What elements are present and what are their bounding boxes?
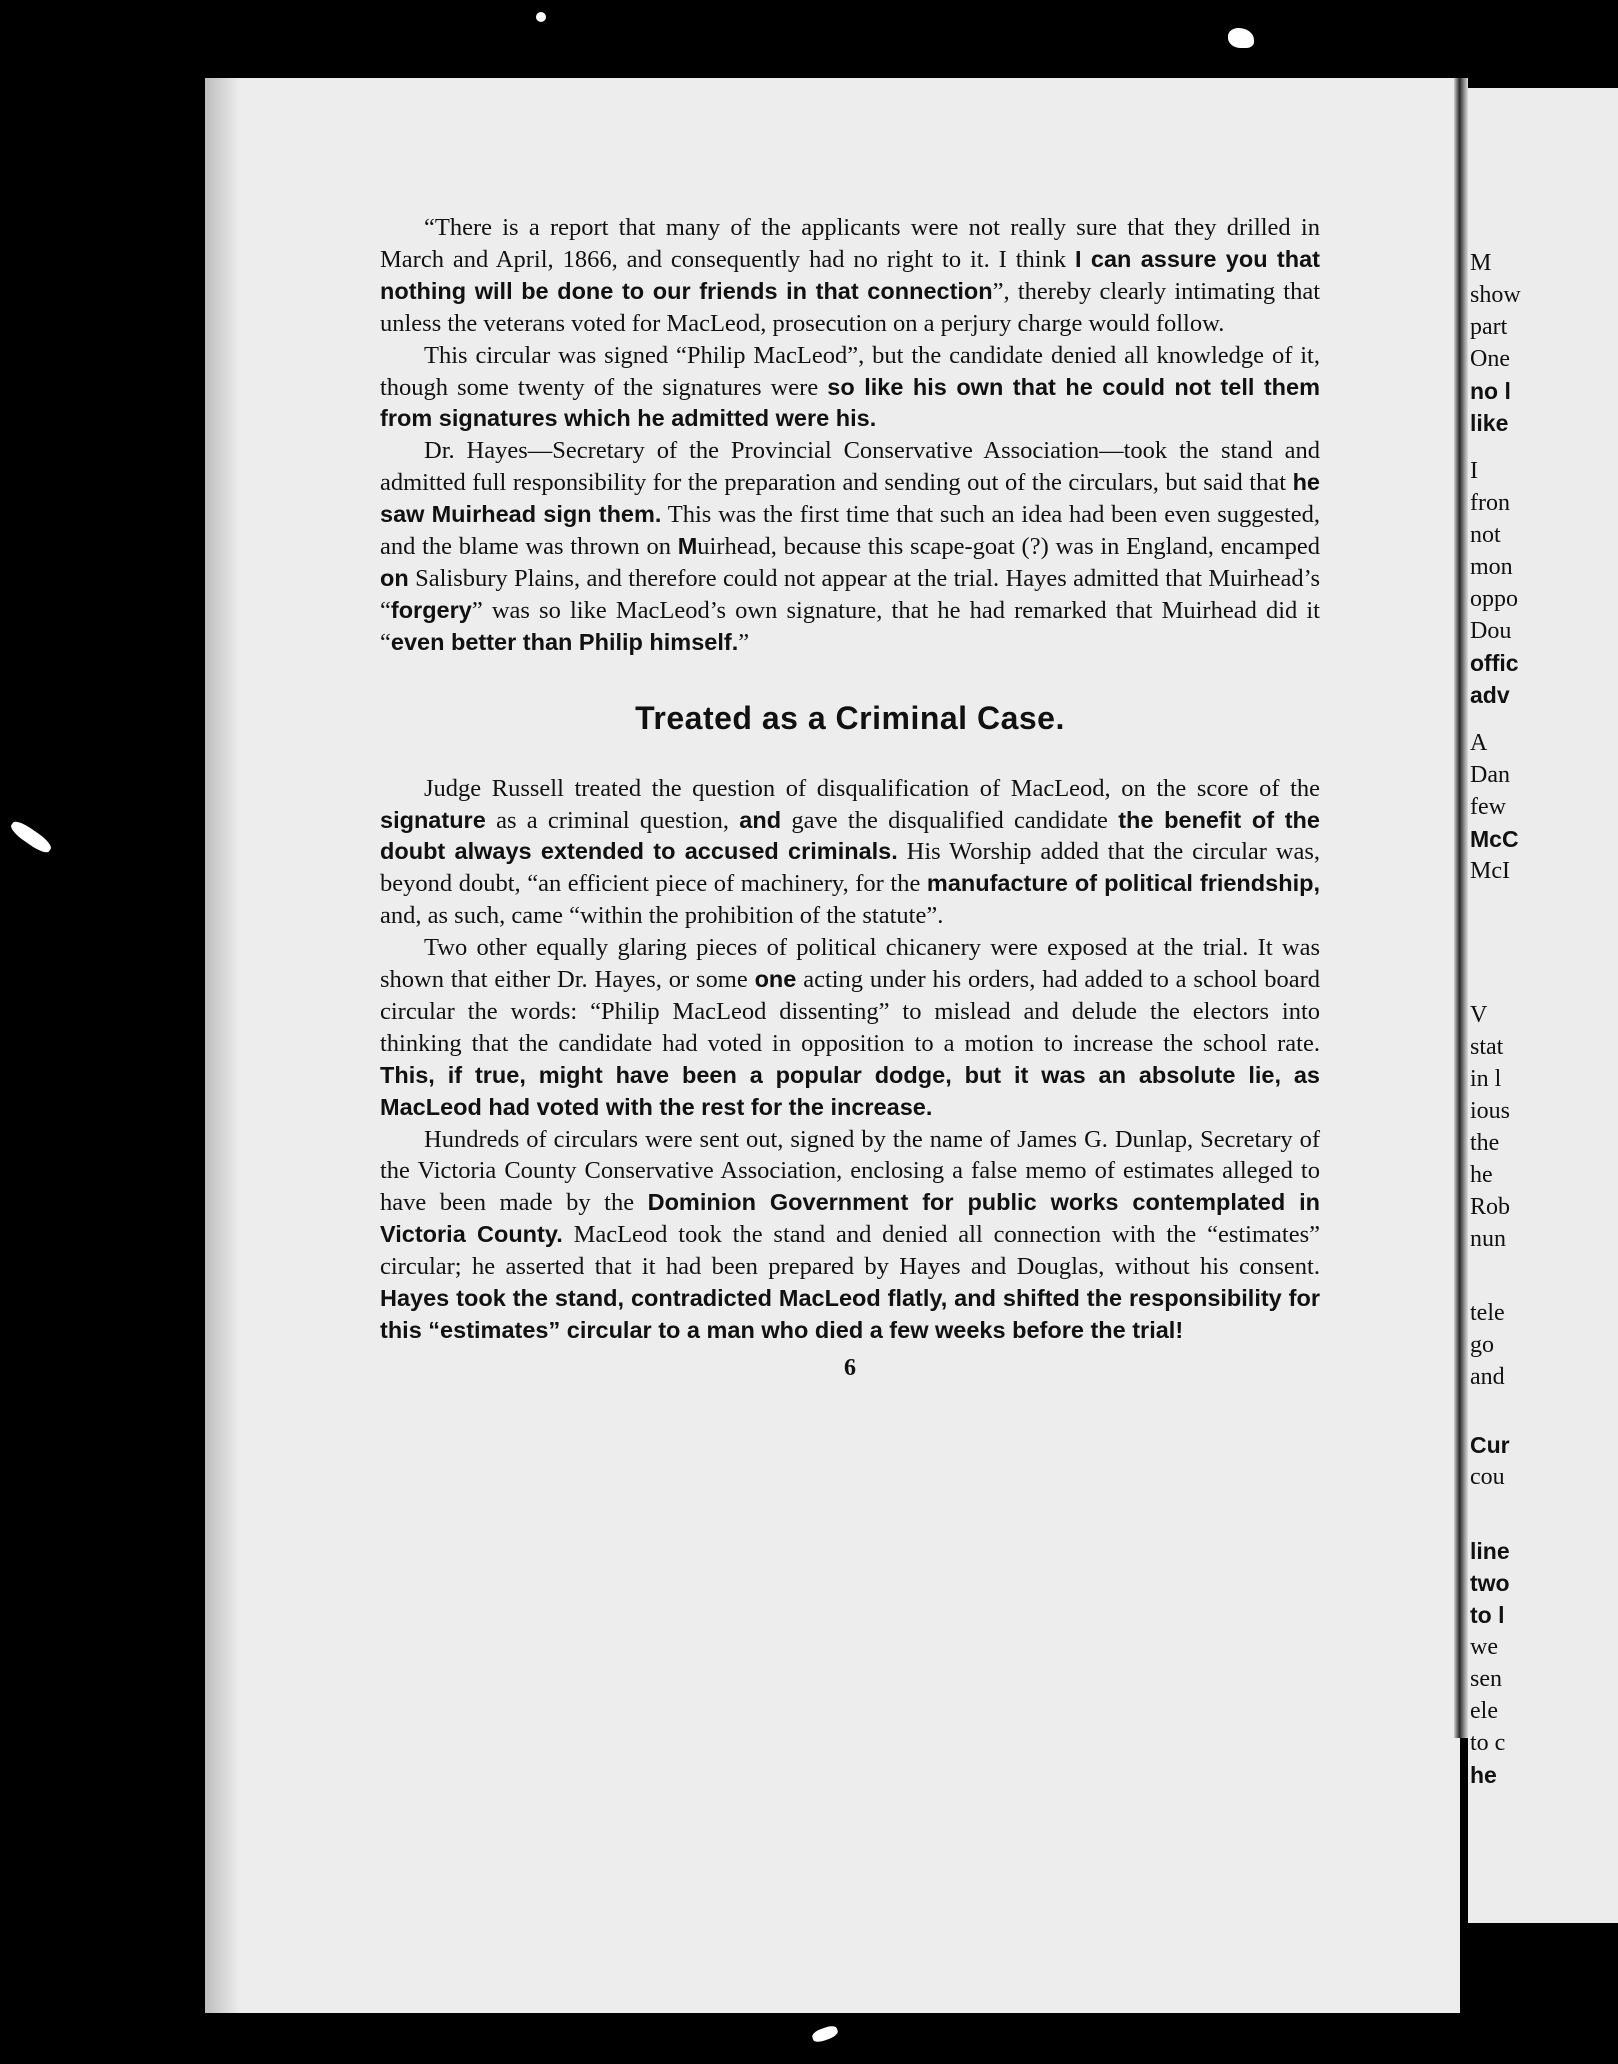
text-run: MacLeod took the stand and denied all connection with the “estimates” circular; he asserted that it had been prepared by Hayes and Douglas, without his consent. bbox=[380, 1221, 1320, 1281]
bold-run: the benefit of the doubt always extended to accused criminals. bbox=[380, 806, 1320, 865]
text-run: ” was so like MacLeod’s own signature, that he had remarked that Muirhead did it “ bbox=[380, 596, 1320, 656]
facing-page-fragment: One bbox=[1470, 346, 1510, 372]
facing-page-fragment: show bbox=[1470, 282, 1521, 308]
bold-run: on bbox=[380, 564, 409, 591]
facing-page-fragment: offic bbox=[1470, 650, 1519, 676]
facing-page-fragment: adv bbox=[1470, 682, 1510, 708]
scan-speck bbox=[1228, 28, 1254, 48]
article-body bbox=[380, 212, 1320, 1385]
facing-page-fragment: M bbox=[1470, 250, 1492, 276]
bold-run: Dominion Government for public works contemplated in Victoria County. bbox=[380, 1189, 1320, 1248]
facing-page-fragment: I bbox=[1470, 458, 1478, 484]
facing-page-fragment: stat bbox=[1470, 1034, 1504, 1060]
text-run: Judge Russell treated the question of disqualification of MacLeod, on the score of the bbox=[424, 774, 1320, 802]
paragraph bbox=[380, 1124, 1320, 1347]
paragraphs-after-heading bbox=[380, 773, 1320, 1347]
bold-run: I can assure you that nothing will be done to our friends in that connection bbox=[380, 245, 1320, 304]
facing-page-fragment: sen bbox=[1470, 1666, 1502, 1692]
bold-run: and bbox=[739, 806, 782, 833]
facing-page-fragment: the bbox=[1470, 1130, 1500, 1156]
paragraph bbox=[380, 212, 1320, 340]
facing-page-fragment: two bbox=[1470, 1570, 1510, 1596]
facing-page-fragment: few bbox=[1470, 794, 1506, 820]
facing-page-fragment: in l bbox=[1470, 1066, 1502, 1092]
facing-page-fragment: nun bbox=[1470, 1226, 1506, 1252]
text-run: and, as such, came “within the prohibition of the statute”. bbox=[380, 902, 944, 930]
facing-page-fragment: tele bbox=[1470, 1300, 1505, 1326]
bold-run: M bbox=[677, 533, 698, 560]
paragraph bbox=[380, 932, 1320, 1123]
paragraphs-before-heading bbox=[380, 212, 1320, 659]
page-number: 6 bbox=[844, 1354, 856, 1381]
text-run: uirhead, because this scape-goat (?) was in England, encamped bbox=[697, 533, 1320, 561]
facing-page-fragment: go bbox=[1470, 1332, 1494, 1358]
bold-run: he saw Muirhead sign them. bbox=[380, 469, 1320, 528]
scan-speck bbox=[536, 12, 546, 22]
text-run: ” bbox=[738, 628, 750, 656]
facing-page-fragment: Cur bbox=[1470, 1432, 1510, 1458]
facing-page-fragment: V bbox=[1470, 1002, 1488, 1028]
facing-page-fragment: fron bbox=[1470, 490, 1510, 516]
bold-run: so like his own that he could not tell them from signatures which he admitted were his. bbox=[380, 373, 1321, 432]
scan-speck bbox=[811, 2024, 840, 2044]
page-gutter bbox=[1454, 78, 1468, 1738]
text-run: Salisbury Plains, and therefore could not appear at the trial. Hayes admitted that Muirhead’s “ bbox=[380, 564, 1320, 624]
facing-page-fragment: to l bbox=[1470, 1602, 1505, 1628]
paragraph bbox=[380, 340, 1320, 436]
facing-page-fragment: Dan bbox=[1470, 762, 1510, 788]
bold-run: one bbox=[754, 966, 797, 993]
text-run: ”, thereby clearly intimating that unless the veterans voted for MacLeod, prosecution on a perjury charge would follow. bbox=[380, 277, 1321, 337]
scan-speck bbox=[8, 818, 54, 856]
page-edge-shadow bbox=[205, 78, 240, 2013]
facing-page-fragment: part bbox=[1470, 314, 1508, 340]
facing-page-fragment: we bbox=[1470, 1634, 1498, 1660]
facing-page-fragment: he bbox=[1470, 1762, 1497, 1788]
facing-page-fragment: Rob bbox=[1470, 1194, 1511, 1220]
text-run: gave the disqualified candidate bbox=[781, 806, 1119, 834]
facing-page-fragment: no l bbox=[1470, 378, 1511, 404]
facing-page-fragment: ele bbox=[1470, 1698, 1498, 1724]
text-run: This circular was signed “Philip MacLeod”, but the candidate denied all knowledge of it, though some twenty of the signatures were bbox=[380, 341, 1320, 401]
bold-run: forgery bbox=[390, 596, 472, 623]
facing-page-fragment: Dou bbox=[1470, 618, 1512, 644]
bold-run: manufacture of political friendship, bbox=[926, 870, 1320, 897]
paragraph bbox=[380, 773, 1320, 933]
text-run: Hundreds of circulars were sent out, signed by the name of James G. Dunlap, Secretary of the Victoria County Conservative Association, enclosing a false memo of estimates alleged to have been made by the bbox=[380, 1125, 1320, 1217]
section-heading: Treated as a Criminal Case. bbox=[635, 699, 1065, 736]
text-run: as a criminal question, bbox=[485, 806, 740, 834]
facing-page-fragment: McI bbox=[1470, 858, 1510, 884]
facing-page-fragment: McC bbox=[1470, 826, 1519, 852]
facing-page-fragment: like bbox=[1470, 410, 1509, 436]
facing-page-fragment: line bbox=[1470, 1538, 1510, 1564]
facing-page-fragment: he bbox=[1470, 1162, 1493, 1188]
text-run: “There is a report that many of the applicants were not really sure that they drilled in March and April, 1866, and consequently had no right to it. I think bbox=[380, 214, 1320, 273]
facing-page-fragment: not bbox=[1470, 522, 1501, 548]
text-run: His Worship added that the circular was, beyond doubt, “an efficient piece of machinery, for the bbox=[380, 838, 1320, 898]
facing-page-fragment: to c bbox=[1470, 1730, 1506, 1756]
bold-run: even better than Philip himself. bbox=[390, 628, 739, 655]
bold-run: Hayes took the stand, contradicted MacLeod flatly, and shifted the responsibility for this “estimates” circular to a man who died a few weeks before the trial! bbox=[380, 1285, 1320, 1343]
text-run: Two other equally glaring pieces of political chicanery were exposed at the trial. It was shown that either Dr. Hayes, or some bbox=[380, 934, 1320, 994]
facing-page-fragment: oppo bbox=[1470, 586, 1518, 612]
facing-page-fragment: ious bbox=[1470, 1098, 1511, 1124]
facing-page-fragment: mon bbox=[1470, 554, 1513, 580]
text-run: This was the first time that such an idea had been even suggested, and the blame was thrown on bbox=[380, 501, 1320, 561]
text-run: Dr. Hayes—Secretary of the Provincial Conservative Association—took the stand and admitted full responsibility for the preparation and sending out of the circulars, but said that bbox=[380, 437, 1320, 497]
facing-page-fragment: A bbox=[1470, 730, 1488, 756]
facing-page-fragment: and bbox=[1470, 1364, 1505, 1390]
bold-run: signature bbox=[380, 806, 486, 833]
paragraph bbox=[380, 435, 1320, 658]
text-run: acting under his orders, had added to a school board circular the words: “Philip MacLeod dissenting” to mislead and delude the electors into thinking that the candidate had voted in opposition to a motion to increase the school rate. bbox=[380, 966, 1321, 1057]
bold-run: This, if true, might have been a popular dodge, but it was an absolute lie, as MacLeod had voted with the rest for the increase. bbox=[380, 1061, 1320, 1120]
facing-page-fragment: cou bbox=[1470, 1464, 1505, 1490]
